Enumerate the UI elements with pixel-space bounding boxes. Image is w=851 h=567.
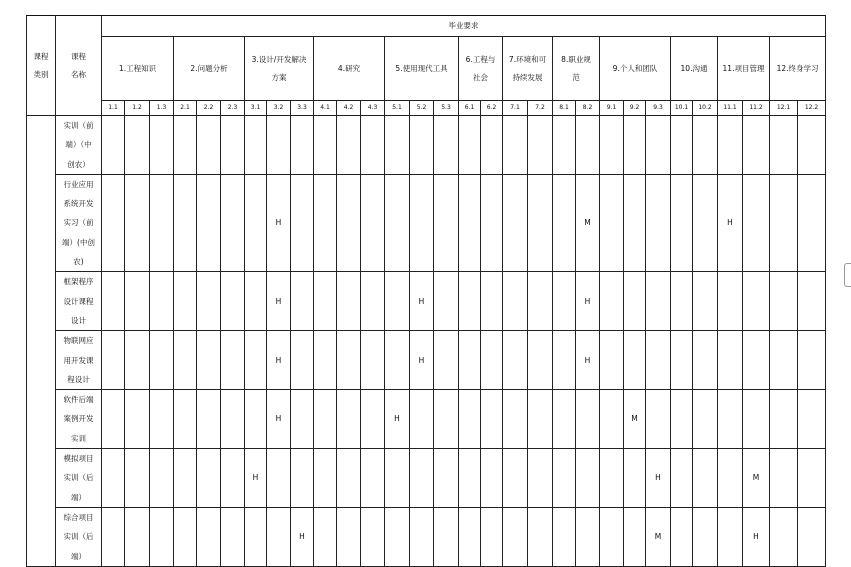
course-row [27,507,826,566]
support-level-cell [221,390,245,449]
support-level-cell [410,174,434,271]
course-category-cell [27,116,56,567]
support-level-cell [770,174,798,271]
support-level-cell [671,116,693,175]
support-level-cell [150,272,174,331]
support-level-cell [434,449,459,508]
course-name-header: 课程 名称 [56,16,102,116]
support-level-cell [503,331,528,390]
support-level-cell [314,116,337,175]
support-level-cell: H [646,449,671,508]
support-level-cell [718,272,743,331]
indicator-header: 12.2 [798,101,826,116]
support-level-cell [459,174,481,271]
support-level-cell [600,390,624,449]
support-level-cell [459,449,481,508]
indicator-header: 4.1 [314,101,337,116]
support-level-cell [671,174,693,271]
indicator-row [27,101,826,116]
support-level-cell [481,174,503,271]
support-level-cell [481,331,503,390]
support-level-cell [743,174,770,271]
support-level-cell: H [410,331,434,390]
course-name: 行业应用 系统开发 实习（前 端）(中创 农) [56,174,102,271]
support-level-cell [361,449,385,508]
support-level-cell [693,331,718,390]
support-level-cell [221,174,245,271]
support-level-cell [245,116,267,175]
support-level-cell: H [291,507,314,566]
support-level-cell [798,507,826,566]
course-row [27,390,826,449]
support-level-cell [718,390,743,449]
support-level-cell [434,116,459,175]
support-level-cell [150,390,174,449]
support-level-cell [576,507,600,566]
course-name: 物联网应 用开发课 程设计 [56,331,102,390]
support-level-cell [600,507,624,566]
support-level-cell [314,174,337,271]
support-level-cell [434,507,459,566]
support-level-cell [291,331,314,390]
requirement-group-header: 8.职业规 范 [553,37,600,101]
support-level-cell [102,507,125,566]
support-level-cell [434,272,459,331]
indicator-header: 6.2 [481,101,503,116]
support-level-cell [481,449,503,508]
course-row [27,331,826,390]
support-level-cell [102,116,125,175]
indicator-header: 3.2 [267,101,291,116]
support-level-cell [314,390,337,449]
support-level-cell [337,390,361,449]
support-level-cell [798,116,826,175]
support-level-cell [337,174,361,271]
support-level-cell [245,507,267,566]
support-level-cell [221,272,245,331]
support-level-cell [174,116,197,175]
support-level-cell [553,390,576,449]
indicator-header: 10.2 [693,101,718,116]
support-level-cell [291,272,314,331]
support-level-cell [743,390,770,449]
support-level-cell [624,272,646,331]
support-level-cell [245,331,267,390]
indicator-header: 4.2 [337,101,361,116]
requirement-group-header: 11.项目管理 [718,37,770,101]
indicator-header: 1.3 [150,101,174,116]
support-level-cell [410,507,434,566]
support-level-cell [361,331,385,390]
support-level-cell [197,116,221,175]
support-level-cell [125,390,150,449]
support-level-cell [267,449,291,508]
support-level-cell [410,449,434,508]
support-level-cell [718,507,743,566]
support-level-cell [221,449,245,508]
support-level-cell [125,272,150,331]
support-level-cell [361,174,385,271]
support-level-cell: H [267,272,291,331]
indicator-header: 10.1 [671,101,693,116]
support-level-cell [410,116,434,175]
support-level-cell [671,449,693,508]
indicator-header: 12.1 [770,101,798,116]
graduation-requirements-title: 毕业要求 [102,16,826,37]
support-level-cell [337,116,361,175]
indicator-header: 9.2 [624,101,646,116]
requirement-group-header: 7.环境和可 持续发展 [503,37,553,101]
support-level-cell [693,507,718,566]
indicator-header: 3.1 [245,101,267,116]
course-row [27,449,826,508]
support-level-cell [693,449,718,508]
support-level-cell [743,116,770,175]
support-level-cell [385,272,410,331]
category-header: 课程 类别 [27,16,56,116]
indicator-header: 9.3 [646,101,671,116]
support-level-cell [102,331,125,390]
support-level-cell: H [385,390,410,449]
support-level-cell [481,272,503,331]
support-level-cell [410,390,434,449]
support-level-cell [624,507,646,566]
support-level-cell [693,174,718,271]
support-level-cell [553,272,576,331]
support-level-cell [337,507,361,566]
support-level-cell [385,174,410,271]
support-level-cell [624,174,646,271]
indicator-header: 2.3 [221,101,245,116]
support-level-cell [150,507,174,566]
support-level-cell [197,449,221,508]
side-panel-toggle[interactable] [844,263,851,287]
support-level-cell [314,331,337,390]
support-level-cell [361,272,385,331]
support-level-cell: M [576,174,600,271]
support-level-cell [528,390,553,449]
support-level-cell [337,331,361,390]
support-level-cell: H [743,507,770,566]
support-level-cell [798,272,826,331]
support-level-cell [553,174,576,271]
support-level-cell [798,331,826,390]
support-level-cell [481,390,503,449]
support-level-cell [459,116,481,175]
support-level-cell [693,116,718,175]
course-name: 实训（前 端）（中 创农） [56,116,102,175]
indicator-header: 3.3 [291,101,314,116]
support-level-cell [553,507,576,566]
support-level-cell [770,116,798,175]
support-level-cell [718,331,743,390]
support-level-cell [528,449,553,508]
support-level-cell [314,272,337,331]
support-level-cell [245,272,267,331]
support-level-cell [481,116,503,175]
support-level-cell [481,507,503,566]
support-level-cell [197,390,221,449]
support-level-cell [528,272,553,331]
support-level-cell [671,272,693,331]
course-name: 综合项目 实训（后 端） [56,507,102,566]
support-level-cell [150,174,174,271]
support-level-cell: H [576,331,600,390]
support-level-cell [102,174,125,271]
support-level-cell [576,116,600,175]
requirement-group-header: 4.研究 [314,37,385,101]
support-level-cell [361,390,385,449]
support-level-cell [291,174,314,271]
support-level-cell [646,174,671,271]
support-level-cell [291,390,314,449]
support-level-cell [102,272,125,331]
indicator-header: 1.2 [125,101,150,116]
support-level-cell [221,116,245,175]
support-level-cell [503,116,528,175]
support-level-cell [770,390,798,449]
support-level-cell [600,272,624,331]
support-level-cell [221,507,245,566]
indicator-header: 5.2 [410,101,434,116]
support-level-cell [174,272,197,331]
support-level-cell [337,449,361,508]
support-level-cell [798,449,826,508]
indicator-header: 8.1 [553,101,576,116]
support-level-cell [197,331,221,390]
support-level-cell [125,449,150,508]
indicator-header: 2.2 [197,101,221,116]
support-level-cell [125,116,150,175]
support-level-cell [197,507,221,566]
support-level-cell [150,449,174,508]
requirement-group-header: 12.终身学习 [770,37,826,101]
support-level-cell [798,390,826,449]
graduation-requirements-matrix [26,15,826,567]
requirements-matrix-table [26,15,826,567]
support-level-cell [693,272,718,331]
requirement-group-header: 2.问题分析 [174,37,245,101]
indicator-header: 6.1 [459,101,481,116]
indicator-header: 1.1 [102,101,125,116]
support-level-cell [291,116,314,175]
support-level-cell [267,116,291,175]
indicator-header: 7.2 [528,101,553,116]
support-level-cell [102,390,125,449]
support-level-cell [459,390,481,449]
requirement-group-row [27,37,826,69]
support-level-cell [528,507,553,566]
support-level-cell: H [245,449,267,508]
support-level-cell [337,272,361,331]
support-level-cell [125,331,150,390]
support-level-cell [197,272,221,331]
support-level-cell [434,174,459,271]
indicator-header: 2.1 [174,101,197,116]
support-level-cell [718,116,743,175]
support-level-cell [361,507,385,566]
support-level-cell [434,390,459,449]
indicator-header: 11.2 [743,101,770,116]
indicator-header: 11.1 [718,101,743,116]
support-level-cell [600,449,624,508]
support-level-cell [314,507,337,566]
course-name: 模拟项目 实训（后 端） [56,449,102,508]
support-level-cell [624,449,646,508]
support-level-cell [646,390,671,449]
support-level-cell [770,449,798,508]
support-level-cell [576,449,600,508]
support-level-cell [174,174,197,271]
course-name: 软件后端 案例开发 实训 [56,390,102,449]
support-level-cell [267,507,291,566]
support-level-cell [600,174,624,271]
support-level-cell [770,272,798,331]
support-level-cell [174,390,197,449]
support-level-cell [503,507,528,566]
support-level-cell [385,116,410,175]
support-level-cell [174,449,197,508]
support-level-cell [770,331,798,390]
support-level-cell [553,449,576,508]
support-level-cell [125,507,150,566]
support-level-cell [624,116,646,175]
indicator-header: 9.1 [600,101,624,116]
support-level-cell [385,449,410,508]
support-level-cell [646,116,671,175]
indicator-header: 5.1 [385,101,410,116]
support-level-cell: H [267,174,291,271]
support-level-cell [798,174,826,271]
indicator-header: 8.2 [576,101,600,116]
support-level-cell [197,174,221,271]
support-level-cell [503,390,528,449]
support-level-cell [459,331,481,390]
support-level-cell [576,390,600,449]
support-level-cell: M [743,449,770,508]
support-level-cell [245,390,267,449]
support-level-cell [553,331,576,390]
requirement-group-header: 5.使用现代工具 [385,37,459,101]
indicator-header: 5.3 [434,101,459,116]
support-level-cell [314,449,337,508]
support-level-cell [150,116,174,175]
support-level-cell: M [624,390,646,449]
requirement-group-header: 1.工程知识 [102,37,174,101]
support-level-cell [221,331,245,390]
support-level-cell [503,174,528,271]
support-level-cell [671,507,693,566]
support-level-cell [528,174,553,271]
support-level-cell [624,331,646,390]
support-level-cell [291,449,314,508]
support-level-cell [671,331,693,390]
support-level-cell [553,116,576,175]
support-level-cell [361,116,385,175]
support-level-cell [743,331,770,390]
support-level-cell [174,331,197,390]
indicator-header: 4.3 [361,101,385,116]
course-row [27,116,826,175]
support-level-cell [600,116,624,175]
support-level-cell [600,331,624,390]
support-level-cell [125,174,150,271]
support-level-cell [646,272,671,331]
support-level-cell: H [576,272,600,331]
support-level-cell [693,390,718,449]
support-level-cell [385,507,410,566]
support-level-cell [770,507,798,566]
support-level-cell [102,449,125,508]
support-level-cell [385,331,410,390]
support-level-cell: H [410,272,434,331]
requirement-group-header: 9.个人和团队 [600,37,671,101]
support-level-cell: H [267,331,291,390]
course-name: 框架程序 设计课程 设计 [56,272,102,331]
support-level-cell [503,449,528,508]
support-level-cell [434,331,459,390]
support-level-cell: M [646,507,671,566]
support-level-cell [718,449,743,508]
support-level-cell [245,174,267,271]
requirement-group-header: 10.沟通 [671,37,718,101]
support-level-cell [459,272,481,331]
support-level-cell [459,507,481,566]
support-level-cell [503,272,528,331]
requirement-group-header: 6.工程与 社会 [459,37,503,101]
support-level-cell: H [267,390,291,449]
support-level-cell [671,390,693,449]
course-row [27,272,826,331]
support-level-cell: H [718,174,743,271]
support-level-cell [528,331,553,390]
support-level-cell [150,331,174,390]
course-row [27,174,826,271]
requirement-group-header: 3.设计/开发解决 方案 [245,37,314,101]
support-level-cell [646,331,671,390]
support-level-cell [174,507,197,566]
header-title-row [27,16,826,37]
support-level-cell [743,272,770,331]
support-level-cell [528,116,553,175]
indicator-header: 7.1 [503,101,528,116]
